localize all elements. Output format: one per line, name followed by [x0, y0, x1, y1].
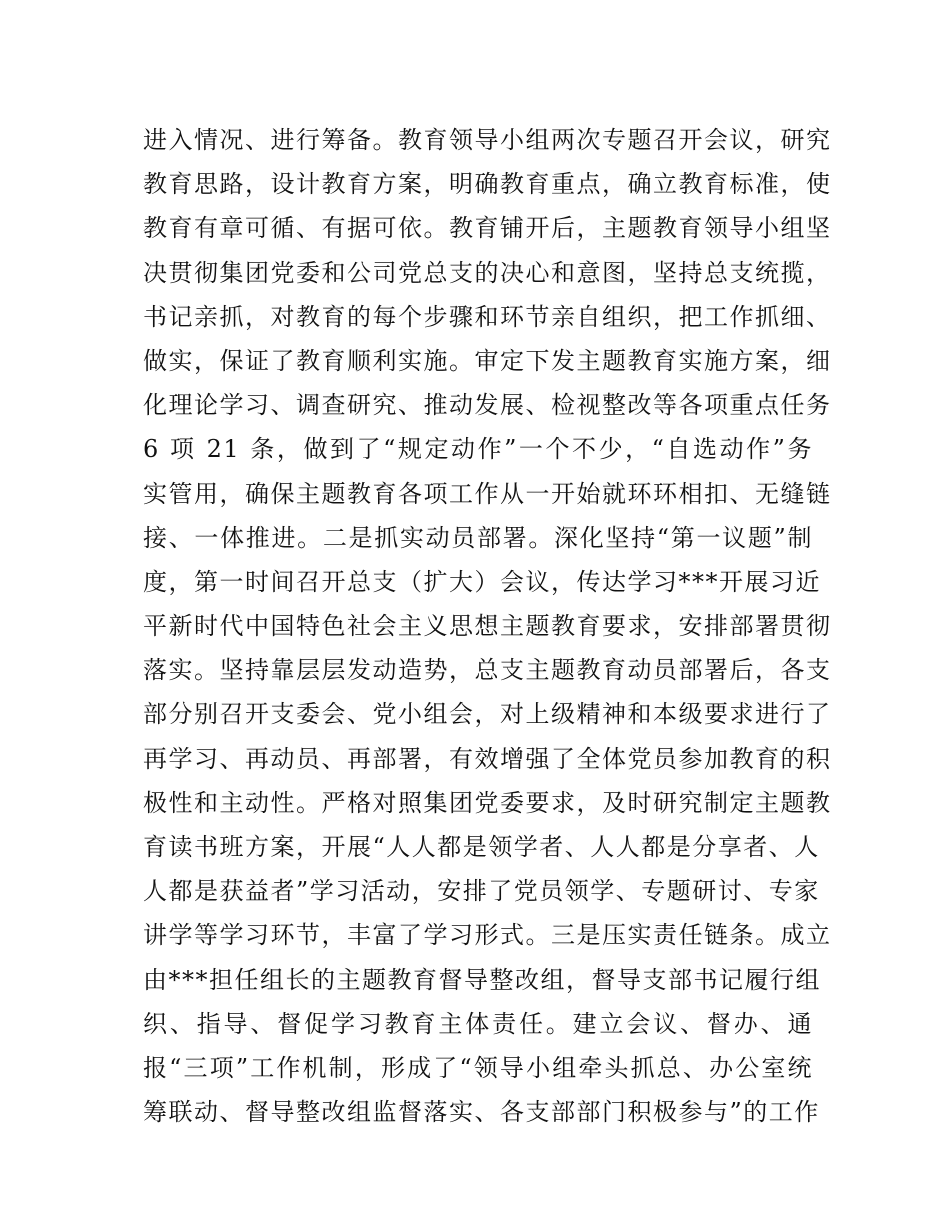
text-line: 讲学等学习环节，丰富了学习形式。三是压实责任链条。成立	[143, 921, 832, 950]
text-line: 6 项 21 条，做到了“规定动作”一个不少，“自选动作”务	[143, 435, 813, 464]
text-line: 育读书班方案，开展“人人都是领学者、人人都是分享者、人	[143, 833, 820, 861]
text-line: 进入情况、进行筹备。教育领导小组两次专题召开会议，研究	[143, 126, 832, 154]
body-text	[143, 118, 832, 1134]
text-line: 实管用，确保主题教育各项工作从一开始就环环相扣、无缝链	[143, 479, 832, 508]
text-line: 度，第一时间召开总支（扩大）会议，传达学习***开展习近	[143, 567, 821, 596]
text-line: 落实。坚持靠层层发动造势，总支主题教育动员部署后，各支	[143, 656, 832, 685]
text-line: 决贯彻集团党委和公司党总支的决心和意图，坚持总支统揽，	[143, 258, 832, 287]
text-line: 接、一体推进。二是抓实动员部署。深化坚持“第一议题”制	[143, 523, 813, 552]
text-line: 部分别召开支委会、党小组会，对上级精神和本级要求进行了	[143, 700, 832, 729]
text-line: 教育思路，设计教育方案，明确教育重点，确立教育标准，使	[143, 170, 832, 199]
text-line: 人都是获益者”学习活动，安排了党员领学、专题研讨、专家	[143, 877, 820, 906]
text-line: 筹联动、督导整改组监督落实、各支部部门积极参与”的工作	[143, 1098, 820, 1127]
text-line: 教育有章可循、有据可依。教育铺开后，主题教育领导小组坚	[143, 214, 832, 243]
text-line: 极性和主动性。严格对照集团党委要求，及时研究制定主题教	[143, 788, 832, 817]
text-line: 书记亲抓，对教育的每个步骤和环节亲自组织，把工作抓细、	[143, 302, 832, 331]
text-line: 由***担任组长的主题教育督导整改组，督导支部书记履行组	[143, 965, 821, 994]
text-line: 平新时代中国特色社会主义思想主题教育要求，安排部署贯彻	[143, 612, 832, 641]
text-line: 织、指导、督促学习教育主体责任。建立会议、督办、通	[143, 1009, 813, 1038]
text-line: 做实，保证了教育顺利实施。审定下发主题教育实施方案，细	[143, 346, 832, 375]
text-line: 报“三项”工作机制，形成了“领导小组牵头抓总、办公室统	[143, 1053, 813, 1082]
text-line: 化理论学习、调查研究、推动发展、检视整改等各项重点任务	[143, 391, 832, 420]
text-line: 再学习、再动员、再部署，有效增强了全体党员参加教育的积	[143, 744, 832, 773]
